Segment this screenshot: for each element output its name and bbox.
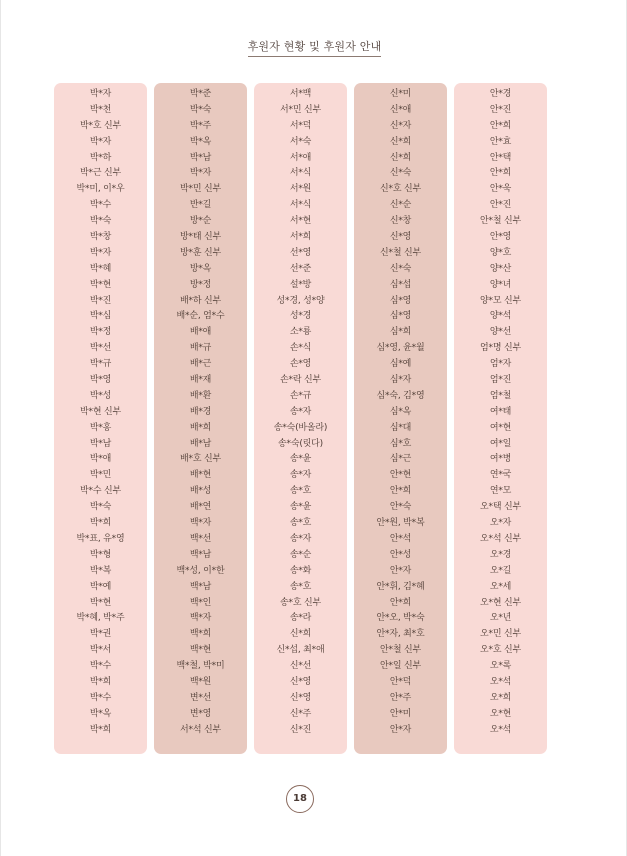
donor-name: 심*영	[389, 295, 412, 306]
donor-name: 박*복	[89, 565, 112, 576]
donor-name: 손*락 신부	[280, 375, 321, 386]
donor-name: 오*년	[489, 613, 512, 624]
donor-name: 안*미	[389, 708, 412, 719]
donor-name: 백*현	[189, 645, 212, 656]
donor-name: 여*태	[489, 406, 512, 417]
donor-name: 안*자, 최*호	[376, 629, 425, 640]
donor-name: 배*연	[189, 502, 212, 513]
donor-name: 오*록	[489, 661, 512, 672]
donor-name: 신*창	[389, 216, 412, 227]
donor-name: 신*희	[289, 629, 312, 640]
donor-name: 신*희	[389, 152, 412, 163]
donor-name: 안*희	[489, 168, 512, 179]
donor-name: 오*희	[489, 692, 512, 703]
donor-name: 안*성	[389, 549, 412, 560]
donor-name: 박*민	[89, 470, 112, 481]
donor-name: 백*선	[189, 533, 212, 544]
donor-name: 서*식	[289, 200, 312, 211]
donor-name: 양*석	[489, 311, 512, 322]
donor-name: 백*자	[189, 518, 212, 529]
donor-name: 박*수	[89, 692, 112, 703]
donor-name: 박*민 신부	[180, 184, 221, 195]
donor-name: 변*영	[189, 708, 212, 719]
donor-name: 서*애	[289, 152, 312, 163]
donor-name: 박*희	[89, 676, 112, 687]
donor-name: 박*하	[89, 152, 112, 163]
donor-name: 방*훈 신부	[180, 247, 221, 258]
donor-name: 박*규	[89, 359, 112, 370]
donor-name: 양*모 신부	[480, 295, 521, 306]
donor-name: 백*원	[189, 676, 212, 687]
donor-name: 백*인	[189, 597, 212, 608]
page-title-text: 후원자 현황 및 후원자 안내	[248, 38, 382, 57]
donor-name: 박*형	[89, 549, 112, 560]
donor-name: 방*옥	[189, 263, 212, 274]
donor-name: 박*자	[89, 136, 112, 147]
donor-name: 성*경	[289, 311, 312, 322]
donor-name: 신*호 신부	[380, 184, 421, 195]
donor-name: 안*영	[489, 232, 512, 243]
donor-name: 심*영	[389, 311, 412, 322]
donor-name: 성*경, 성*양	[276, 295, 325, 306]
donor-name: 안*자	[389, 724, 412, 735]
donor-name: 설*방	[289, 279, 312, 290]
donor-name: 서*현	[289, 216, 312, 227]
donor-name: 신*진	[289, 724, 312, 735]
donor-name: 엄*자	[489, 359, 512, 370]
donor-name: 박*수 신부	[80, 486, 121, 497]
donor-name: 송*자	[289, 470, 312, 481]
donor-name: 박*심	[89, 311, 112, 322]
donor-name: 신*주	[289, 708, 312, 719]
donor-name: 양*선	[489, 327, 512, 338]
donor-name: 박*성	[89, 390, 112, 401]
donor-name: 배*현	[189, 470, 212, 481]
donor-name: 백*남	[189, 549, 212, 560]
donor-name: 안*경	[489, 89, 512, 99]
donor-name: 박*선	[89, 343, 112, 354]
donor-name: 송*순	[289, 549, 312, 560]
donor-name: 박*자	[89, 89, 112, 99]
donor-name: 안*석	[389, 533, 412, 544]
donor-name: 박*홍	[89, 422, 112, 433]
donor-name: 송*숙(바올라)	[273, 422, 328, 433]
donor-name: 오*택 신부	[480, 502, 521, 513]
donor-name: 연*국	[489, 470, 512, 481]
donor-name: 오*자	[489, 518, 512, 529]
donor-name: 박*애	[89, 454, 112, 465]
donor-name: 신*애	[389, 104, 412, 115]
donor-name: 서*식	[289, 168, 312, 179]
donor-name: 박*주	[189, 120, 212, 131]
donor-name: 오*석	[489, 724, 512, 735]
donor-name: 방*순	[189, 216, 212, 227]
donor-name: 신*선	[289, 661, 312, 672]
donor-name: 안*택	[489, 152, 512, 163]
donor-name: 안*희	[389, 597, 412, 608]
donor-name: 박*현	[89, 279, 112, 290]
donor-name: 박*천	[89, 104, 112, 115]
donor-name: 양*호	[489, 247, 512, 258]
donor-name: 안*숙	[389, 502, 412, 513]
donor-name: 백*철, 박*미	[176, 661, 225, 672]
donor-name: 안*원, 박*복	[376, 518, 425, 529]
donor-name: 백*자	[189, 613, 212, 624]
donor-name: 박*혜, 박*주	[76, 613, 125, 624]
donor-name: 오*세	[489, 581, 512, 592]
donor-name: 박*영	[89, 375, 112, 386]
donor-name: 배*재	[189, 375, 212, 386]
donor-name: 심*섭	[389, 279, 412, 290]
donor-name: 신*자	[389, 120, 412, 131]
donor-column-4	[354, 83, 447, 754]
donor-name: 배*애	[189, 327, 212, 338]
page-number: 18	[286, 785, 314, 813]
donor-name: 안*휘, 김*혜	[376, 581, 425, 592]
donor-name: 박*자	[89, 247, 112, 258]
donor-name: 서*석 신부	[180, 724, 221, 735]
donor-name: 오*경	[489, 549, 512, 560]
donor-name: 엄*진	[489, 375, 512, 386]
donor-name: 박*근 신부	[80, 168, 121, 179]
donor-name: 신*순	[389, 200, 412, 211]
donor-name: 연*모	[489, 486, 512, 497]
donor-name: 송*숙(릿다)	[278, 438, 323, 449]
donor-name: 반*길	[189, 200, 212, 211]
donor-name: 신*섭, 최*애	[276, 645, 325, 656]
donor-name: 신*숙	[389, 263, 412, 274]
donor-name: 심*숙, 김*영	[376, 390, 425, 401]
donor-name: 여*현	[489, 422, 512, 433]
donor-name: 소*룡	[289, 327, 312, 338]
donor-name: 안*희	[489, 120, 512, 131]
donor-name: 백*성, 이*한	[176, 565, 225, 576]
donor-name: 방*정	[189, 279, 212, 290]
donor-name: 손*규	[289, 390, 312, 401]
donor-name: 박*수	[89, 200, 112, 211]
donor-name: 박*숙	[89, 216, 112, 227]
donor-name: 박*희	[89, 518, 112, 529]
donor-name: 신*영	[389, 232, 412, 243]
donor-name: 안*욱	[489, 184, 512, 195]
donor-name: 방*태 신부	[180, 232, 221, 243]
donor-name: 신*미	[389, 89, 412, 99]
donor-name: 서*숙	[289, 136, 312, 147]
donor-name: 신*영	[289, 676, 312, 687]
donor-name: 안*현	[389, 470, 412, 481]
donor-name: 엄*명 신부	[480, 343, 521, 354]
donor-name: 심*대	[389, 422, 412, 433]
donor-name: 배*호 신부	[180, 454, 221, 465]
donor-name: 안*진	[489, 104, 512, 115]
donor-name: 박*정	[89, 327, 112, 338]
donor-column-5	[454, 83, 547, 754]
donor-name: 백*희	[189, 629, 212, 640]
donor-name: 박*권	[89, 629, 112, 640]
donor-name: 박*희	[89, 724, 112, 735]
donor-name: 박*숙	[89, 502, 112, 513]
donor-name: 오*현	[489, 708, 512, 719]
donor-name: 박*미, 이*우	[76, 184, 125, 195]
donor-name: 서*덕	[289, 120, 312, 131]
donor-name: 심*근	[389, 454, 412, 465]
donor-name: 박*창	[89, 232, 112, 243]
donor-name: 양*녀	[489, 279, 512, 290]
donor-name: 선*준	[289, 263, 312, 274]
donor-name: 신*영	[289, 692, 312, 703]
donor-name: 신*철 신부	[380, 247, 421, 258]
donor-name: 박*서	[89, 645, 112, 656]
donor-name: 안*자	[389, 565, 412, 576]
donor-name: 안*덕	[389, 676, 412, 687]
donor-name: 박*호 신부	[80, 120, 121, 131]
donor-name: 심*옥	[389, 406, 412, 417]
donor-name: 배*남	[189, 438, 212, 449]
donor-name: 배*성	[189, 486, 212, 497]
donor-name: 박*남	[89, 438, 112, 449]
donor-name: 손*영	[289, 359, 312, 370]
donor-name: 박*현	[89, 597, 112, 608]
donor-name: 서*원	[289, 184, 312, 195]
donor-name: 서*백	[289, 89, 312, 99]
donor-column-2	[154, 83, 247, 754]
donor-name: 배*근	[189, 359, 212, 370]
donor-name: 심*희	[389, 327, 412, 338]
donor-name: 송*호	[289, 518, 312, 529]
donor-name: 박*자	[189, 168, 212, 179]
donor-name: 오*호 신부	[480, 645, 521, 656]
donor-name: 안*철 신부	[480, 216, 521, 227]
donor-name: 심*영, 윤*월	[376, 343, 425, 354]
donor-name: 박*준	[189, 89, 212, 99]
donor-name: 신*희	[389, 136, 412, 147]
donor-name: 송*자	[289, 406, 312, 417]
donor-name: 박*표, 유*영	[76, 533, 125, 544]
donor-name: 박*옥	[89, 708, 112, 719]
donor-name: 선*영	[289, 247, 312, 258]
donor-name: 심*자	[389, 375, 412, 386]
donor-name: 안*진	[489, 200, 512, 211]
donor-name: 안*주	[389, 692, 412, 703]
donor-name: 송*라	[289, 613, 312, 624]
donor-name: 안*오, 박*숙	[376, 613, 425, 624]
donor-name: 엄*철	[489, 390, 512, 401]
donor-name: 배*환	[189, 390, 212, 401]
donor-name: 송*윤	[289, 502, 312, 513]
donor-name: 서*희	[289, 232, 312, 243]
donor-name: 송*호 신부	[280, 597, 321, 608]
donor-name: 배*순, 엄*수	[176, 311, 225, 322]
donor-name: 송*호	[289, 486, 312, 497]
donor-name: 박*혜	[89, 263, 112, 274]
donor-name: 송*호	[289, 581, 312, 592]
donor-name: 심*예	[389, 359, 412, 370]
donor-name: 박*진	[89, 295, 112, 306]
donor-name: 백*남	[189, 581, 212, 592]
donor-name: 여*병	[489, 454, 512, 465]
donor-name: 배*경	[189, 406, 212, 417]
donor-name: 서*민 신부	[280, 104, 321, 115]
donor-name: 양*산	[489, 263, 512, 274]
donor-name: 박*숙	[189, 104, 212, 115]
page-title	[1, 38, 627, 57]
donor-name: 배*희	[189, 422, 212, 433]
donor-name: 안*효	[489, 136, 512, 147]
donor-name: 송*화	[289, 565, 312, 576]
donor-name: 박*옥	[189, 136, 212, 147]
donor-name: 박*예	[89, 581, 112, 592]
donor-name: 오*민 신부	[480, 629, 521, 640]
donor-name: 박*수	[89, 661, 112, 672]
donor-column-1	[54, 83, 147, 754]
donor-name: 배*규	[189, 343, 212, 354]
donor-name: 박*남	[189, 152, 212, 163]
donor-name: 오*길	[489, 565, 512, 576]
donor-name: 송*자	[289, 533, 312, 544]
donor-name: 여*일	[489, 438, 512, 449]
donor-name: 안*일 신부	[380, 661, 421, 672]
donor-column-3	[254, 83, 347, 754]
donor-name: 박*현 신부	[80, 406, 121, 417]
donor-name: 오*현 신부	[480, 597, 521, 608]
donor-name: 배*하 신부	[180, 295, 221, 306]
donor-name: 변*선	[189, 692, 212, 703]
donor-name: 송*윤	[289, 454, 312, 465]
donor-name: 안*철 신부	[380, 645, 421, 656]
donor-name: 신*숙	[389, 168, 412, 179]
donor-name: 오*석 신부	[480, 533, 521, 544]
donor-name: 손*식	[289, 343, 312, 354]
donor-name: 오*석	[489, 676, 512, 687]
donor-name: 안*희	[389, 486, 412, 497]
donor-name: 심*호	[389, 438, 412, 449]
